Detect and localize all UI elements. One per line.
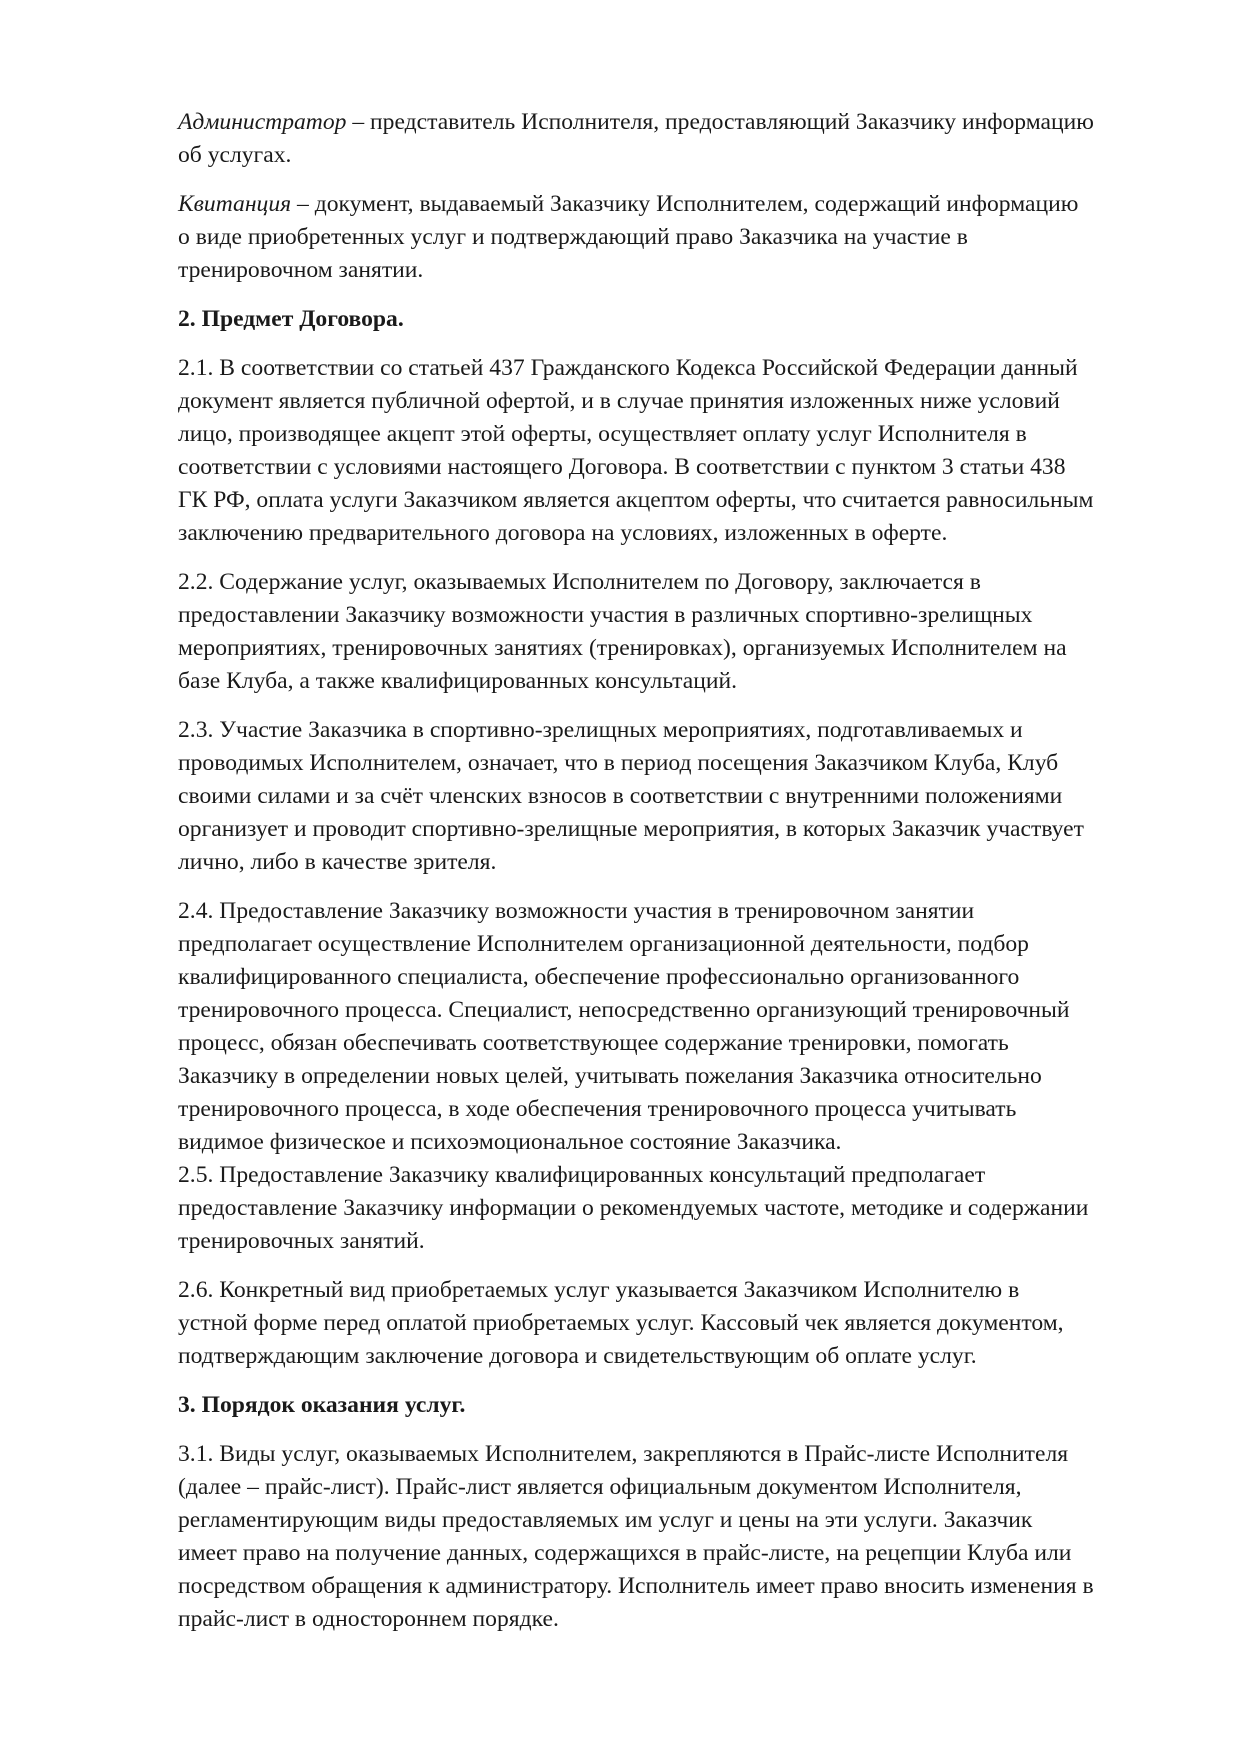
clause-2-2: 2.2. Содержание услуг, оказываемых Исполнителем по Договору, заключается в предоставлении Заказчику возможности участия в различных спортивно-зрелищных мероприятиях, тренировочных занятиях (тренировках), организуемых Исполнителем на базе Клуба, а также квалифицированных консультаций. [178, 569, 1067, 694]
definition-administrator [178, 106, 1158, 172]
clause-2-3: 2.3. Участие Заказчика в спортивно-зрелищных мероприятиях, подготавливаемых и проводимых Исполнителем, означает, что в период посещения Заказчиком Клуба, Клуб своими силами и за счёт членских взносов в соответствии с внутренними положениями организует и проводит спортивно-зрелищные мероприятия, в которых Заказчик участвует лично, либо в качестве зрителя. [178, 717, 1084, 875]
document-page [178, 106, 1158, 1652]
definition-term: Администратор [178, 109, 347, 135]
definition-text: – представитель Исполнителя, предоставляющий Заказчику информацию об услугах. [178, 109, 1094, 168]
definition-receipt [178, 188, 1158, 287]
clause-2-6: 2.6. Конкретный вид приобретаемых услуг указывается Заказчиком Исполнителю в устной форме перед оплатой приобретаемых услуг. Кассовый чек является документом, подтверждающим заключение договора и свидетельствующим об оплате услуг. [178, 1277, 1064, 1369]
clause-3-1: 3.1. Виды услуг, оказываемых Исполнителем, закрепляются в Прайс-листе Исполнителя (далее – прайс-лист). Прайс-лист является официальным документом Исполнителя, регламентирующим виды предоставляемых им услуг и цены на эти услуги. Заказчик имеет право на получение данных, содержащихся в прайс-листе, на рецепции Клуба или посредством обращения к администратору. Исполнитель имеет право вносить изменения в прайс-лист в одностороннем порядке. [178, 1441, 1094, 1632]
section-heading-3: 3. Порядок оказания услуг. [178, 1392, 466, 1418]
clause-2-4: 2.4. Предоставление Заказчику возможности участия в тренировочном занятии предполагает осуществление Исполнителем организационной деятельности, подбор квалифицированного специалиста, обеспечение профессионально организованного тренировочного процесса. Специалист, непосредственно организующий тренировочный процесс, обязан обеспечивать соответствующее содержание тренировки, помогать Заказчику в определении новых целей, учитывать пожелания Заказчика относительно тренировочного процесса, в ходе обеспечения тренировочного процесса учитывать видимое физическое и психоэмоциональное состояние Заказчика. [178, 898, 1070, 1155]
section-heading-2: 2. Предмет Договора. [178, 306, 404, 332]
clause-2-5: 2.5. Предоставление Заказчику квалифицированных консультаций предполагает предоставление Заказчику информации о рекомендуемых частоте, методике и содержании тренировочных занятий. [178, 1162, 1089, 1254]
definition-text: – документ, выдаваемый Заказчику Исполнителем, содержащий информацию о виде приобретенных услуг и подтверждающий право Заказчика на участие в тренировочном занятии. [178, 191, 1079, 283]
clause-2-1: 2.1. В соответствии со статьей 437 Гражданского Кодекса Российской Федерации данный документ является публичной офертой, и в случае принятия изложенных ниже условий лицо, производящее акцепт этой оферты, осуществляет оплату услуг Исполнителя в соответствии с условиями настоящего Договора. В соответствии с пунктом 3 статьи 438 ГК РФ, оплата услуги Заказчиком является акцептом оферты, что считается равносильным заключению предварительного договора на условиях, изложенных в оферте. [178, 355, 1094, 546]
definition-term: Квитанция [178, 191, 292, 217]
